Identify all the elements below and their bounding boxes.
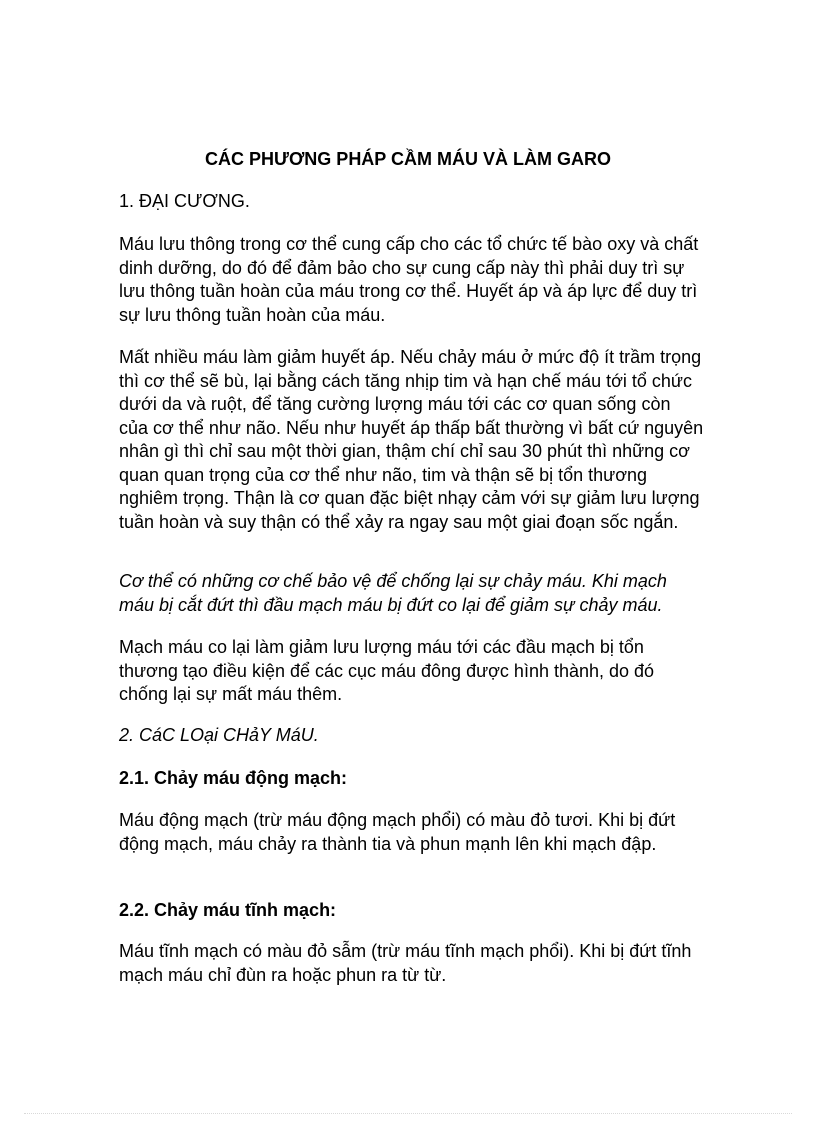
subsection-heading-arterial: 2.1. Chảy máu động mạch: [119,768,348,788]
paragraph-blood-loss: Mất nhiều máu làm giảm huyết áp. Nếu chảy máu ở mức độ ít trầm trọng thì cơ thể sẽ bù, lại bằng cách tăng nhịp tim và hạn chế máu tới tổ chức dưới da và ruột, để tăng cường lượng máu tới các cơ quan sống còn của cơ thể như não. Nếu như huyết áp thấp bất thường vì bất cứ nguyên nhân gì thì chỉ sau một thời gian, thậm chí chỉ sau 30 phút thì những cơ quan quan trọng của cơ thể như não, tim và thận sẽ bị tổn thương nghiêm trọng. Thận là cơ quan đặc biệt nhạy cảm với sự giảm lưu lượng tuần hoàn và suy thận có thể xảy ra ngay sau một giai đoạn sốc ngắn. [119,347,704,532]
paragraph-overview: Máu lưu thông trong cơ thể cung cấp cho các tổ chức tế bào oxy và chất dinh dưỡng, do đó để đảm bảo cho sự cung cấp này thì phải duy trì sự lưu thông tuần hoàn của máu trong cơ thể. Huyết áp và áp lực để duy trì sự lưu thông tuần hoàn của máu. [119,234,699,325]
section-heading-1: 1. ĐẠI CƯƠNG. [119,191,250,211]
paragraph-arterial: Máu động mạch (trừ máu động mạch phổi) có màu đỏ tươi. Khi bị đứt động mạch, máu chảy ra thành tia và phun mạnh lên khi mạch đập. [119,810,676,854]
subsection-heading-venous: 2.2. Chảy máu tĩnh mạch: [119,900,337,920]
page-bottom-divider [24,1113,792,1114]
section-heading-2: 2. CáC LOại CHảY MáU. [119,725,319,745]
paragraph-venous: Máu tĩnh mạch có màu đỏ sẫm (trừ máu tĩnh mạch phổi). Khi bị đứt tĩnh mạch máu chỉ đùn ra hoặc phun ra từ từ. [119,941,692,985]
paragraph-vessel-contraction: Mạch máu co lại làm giảm lưu lượng máu tới các đầu mạch bị tổn thương tạo điều kiện để các cục máu đông được hình thành, do đó chống lại sự mất máu thêm. [119,637,655,704]
paragraph-protective-mechanism: Cơ thể có những cơ chế bảo vệ để chống lại sự chảy máu. Khi mạch máu bị cắt đứt thì đầu mạch máu bị đứt co lại để giảm sự chảy máu. [119,571,667,615]
page-title: CÁC PHƯƠNG PHÁP CẦM MÁU VÀ LÀM GARO [205,149,611,169]
